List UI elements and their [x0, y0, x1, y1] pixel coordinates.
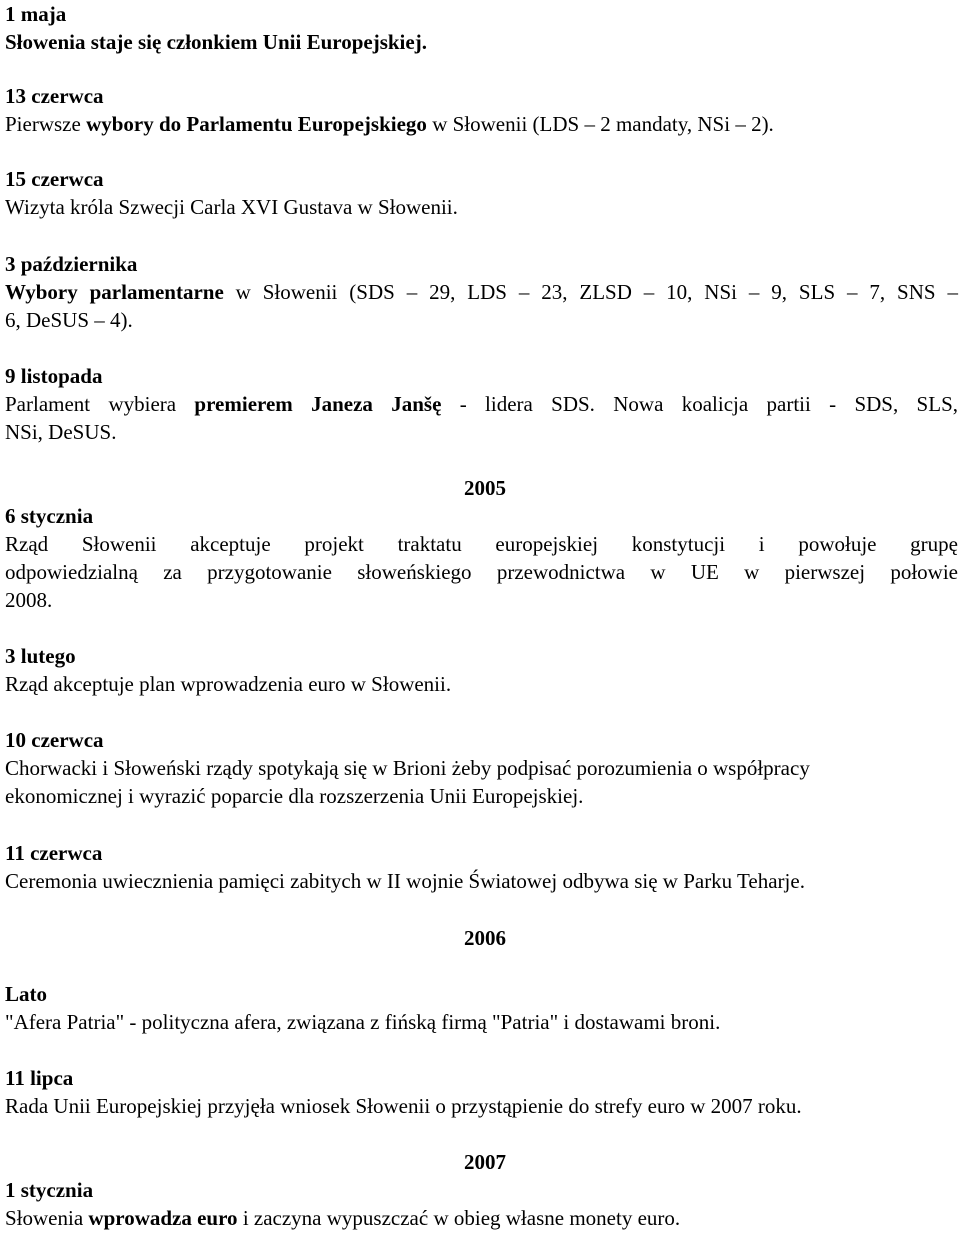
- text-bold: wprowadza euro: [88, 1206, 238, 1230]
- entry-date: 9 listopada: [5, 364, 103, 388]
- entry-10-czerwca: [5, 726, 958, 810]
- entry-text-line-3: 2008.: [5, 588, 53, 612]
- entry-date: 15 czerwca: [5, 167, 104, 191]
- entry-date: 10 czerwca: [5, 728, 104, 752]
- entry-1-maja: [5, 0, 958, 56]
- entry-9-listopada: [5, 362, 958, 446]
- entry-11-czerwca: [5, 839, 958, 895]
- entry-11-lipca: [5, 1064, 958, 1120]
- text-bold: wybory do Parlamentu Europejskiego: [86, 112, 427, 136]
- entry-date: 3 lutego: [5, 644, 76, 668]
- entry-text: Rada Unii Europejskiej przyjęła wniosek Słowenii o przystąpienie do strefy euro w 2007 roku.: [5, 1094, 802, 1118]
- entry-6-stycznia: [5, 502, 958, 614]
- entry-text-line-2: ekonomicznej i wyrazić poparcie dla rozszerzenia Unii Europejskiej.: [5, 784, 584, 808]
- entry-text-line-2: NSi, DeSUS.: [5, 420, 117, 444]
- entry-date: 11 czerwca: [5, 841, 103, 865]
- text-part: w Słowenii (SDS – 29, LDS – 23, ZLSD – 10, NSi – 9, SLS – 7, SNS –: [223, 280, 958, 304]
- entry-text-line-1: [5, 278, 958, 306]
- entry-3-lutego: [5, 642, 958, 698]
- entry-date: 11 lipca: [5, 1066, 74, 1090]
- text-part: i zaczyna wypuszczać w obieg własne monety euro.: [237, 1206, 681, 1230]
- entry-text: Rząd akceptuje plan wprowadzenia euro w Słowenii.: [5, 672, 452, 696]
- entry-1-stycznia: [5, 1176, 958, 1232]
- entry-date: 1 stycznia: [5, 1178, 94, 1202]
- entry-text-line-1: Chorwacki i Słoweński rządy spotykają się w Brioni żeby podpisać porozumienia o współpracy: [5, 756, 810, 780]
- entry-text-line-1: [5, 390, 958, 418]
- entry-date: 13 czerwca: [5, 84, 104, 108]
- entry-text-line-2: 6, DeSUS – 4).: [5, 308, 133, 332]
- entry-text-line-2: odpowiedzialną za przygotowanie słoweńskiego przewodnictwa w UE w pierwszej połowie: [5, 560, 958, 584]
- entry-15-czerwca: [5, 165, 958, 221]
- entry-date: Lato: [5, 982, 47, 1006]
- text-part: Parlament wybiera: [5, 392, 195, 416]
- entry-text: Ceremonia uwiecznienia pamięci zabitych w II wojnie Światowej odbywa się w Parku Teharje.: [5, 869, 805, 893]
- text-part: Pierwsze: [5, 112, 87, 136]
- year-heading-2006: 2006: [464, 926, 506, 950]
- entry-13-czerwca: [5, 82, 958, 138]
- entry-lato: [5, 980, 958, 1036]
- entry-text: "Afera Patria" - polityczna afera, związana z fińską firmą "Patria" i dostawami broni.: [5, 1010, 721, 1034]
- text-part: - lidera SDS. Nowa koalicja partii - SDS, SLS,: [441, 392, 958, 416]
- entry-text: Wizyta króla Szwecji Carla XVI Gustava w Słowenii.: [5, 195, 458, 219]
- entry-date: 1 maja: [5, 2, 67, 26]
- text-part: w Słowenii (LDS – 2 mandaty, NSi – 2).: [426, 112, 774, 136]
- text-part: Słowenia: [5, 1206, 89, 1230]
- entry-date: 3 października: [5, 252, 138, 276]
- entry-text: [5, 1204, 958, 1232]
- entry-3-pazdziernika: [5, 250, 958, 334]
- year-heading-2007: 2007: [464, 1150, 506, 1174]
- text-bold: Wybory parlamentarne: [5, 280, 224, 304]
- entry-date: 6 stycznia: [5, 504, 94, 528]
- entry-text: [5, 110, 958, 138]
- year-heading-2005: 2005: [464, 476, 506, 500]
- entry-text-line-1: Rząd Słowenii akceptuje projekt traktatu europejskiej konstytucji i powołuje grupę: [5, 532, 958, 556]
- entry-text: Słowenia staje się członkiem Unii Europejskiej.: [5, 30, 427, 54]
- text-bold: premierem Janeza Janšę: [194, 392, 442, 416]
